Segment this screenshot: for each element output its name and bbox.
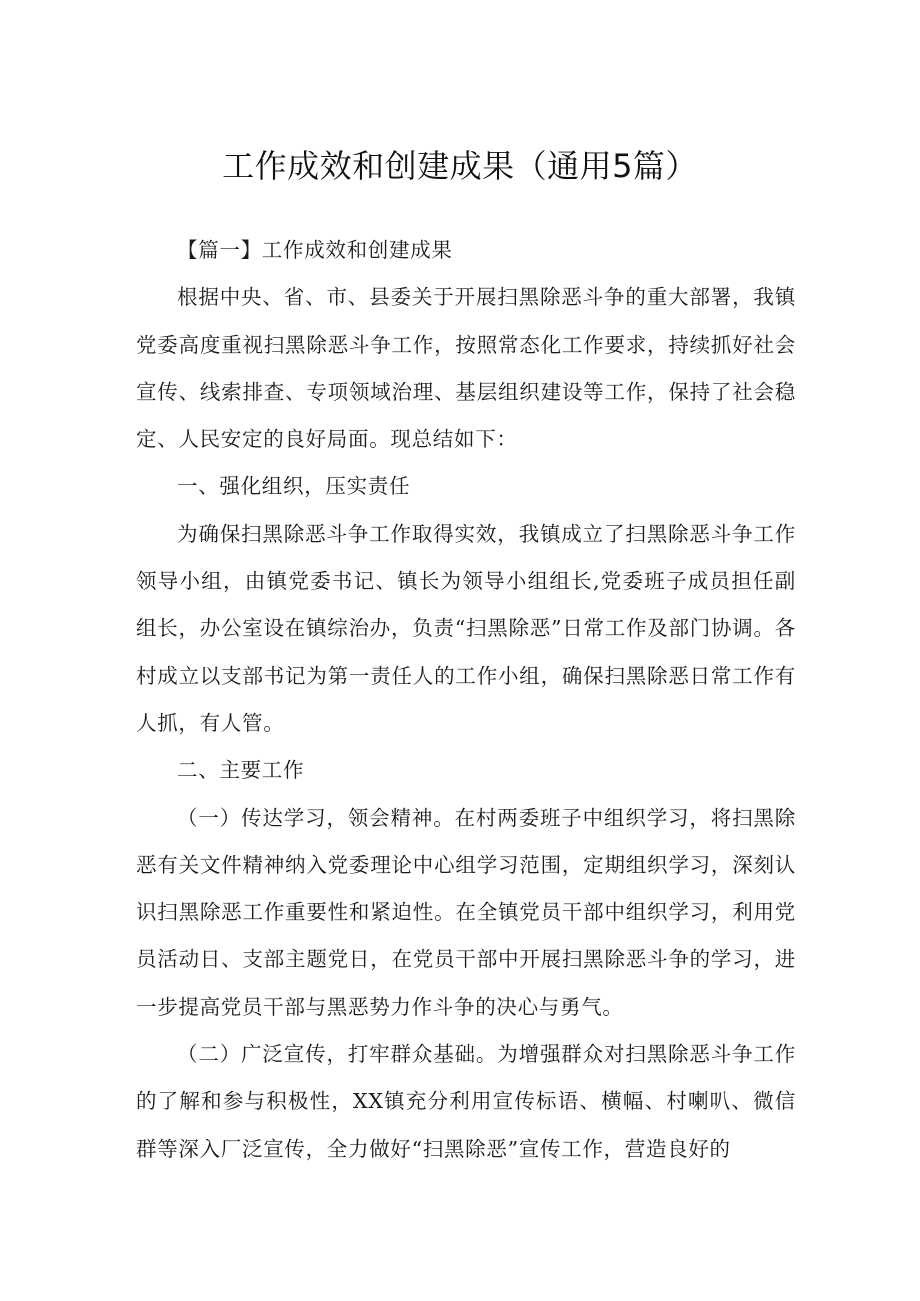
paragraph-intro: 根据中央、省、市、县委关于开展扫黑除恶斗争的重大部署，我镇党委高度重视扫黑除恶斗争工作，按照常态化工作要求，持续抓好社会宣传、线索排查、专项领域治理、基层组织建设等工作，保持了社会稳定、人民安定的良好局面。现总结如下： [136, 285, 796, 452]
section-heading-organization: 一、强化组织，压实责任 [177, 474, 411, 499]
section-heading-main-work: 二、主要工作 [177, 758, 305, 783]
paragraph-study: （一）传达学习，领会精神。在村两委班子中组织学习，将扫黑除恶有关文件精神纳入党委理论中心组学习范围，定期组织学习，深刻认识扫黑除恶工作重要性和紧迫性。在全镇党员干部中组织学习，利用党员活动日、支部主题党日，在党员干部中开展扫黑除恶斗争的学习，进一步提高党员干部与黑恶势力作斗争的决心与勇气。 [136, 805, 796, 1019]
section-heading-part-one: 【篇一】工作成效和创建成果 [177, 238, 453, 262]
document-body [136, 227, 796, 1173]
paragraph-organization: 为确保扫黑除恶斗争工作取得实效，我镇成立了扫黑除恶斗争工作领导小组，由镇党委书记、镇长为领导小组组长,党委班子成员担任副组长，办公室设在镇综治办，负责“扫黑除恶”日常工作及部门协调。各村成立以支部书记为第一责任人的工作小组，确保扫黑除恶日常工作有人抓，有人管。 [136, 521, 796, 735]
document-title: 工作成效和创建成果（通用5篇） [222, 147, 698, 185]
paragraph-publicity: （二）广泛宣传，打牢群众基础。为增强群众对扫黑除恶斗争工作的了解和参与积极性，XX镇充分利用宣传标语、横幅、村喇叭、微信群等深入厂泛宣传，全力做好“扫黑除恶”宣传工作，营造良好的 [136, 1042, 796, 1161]
